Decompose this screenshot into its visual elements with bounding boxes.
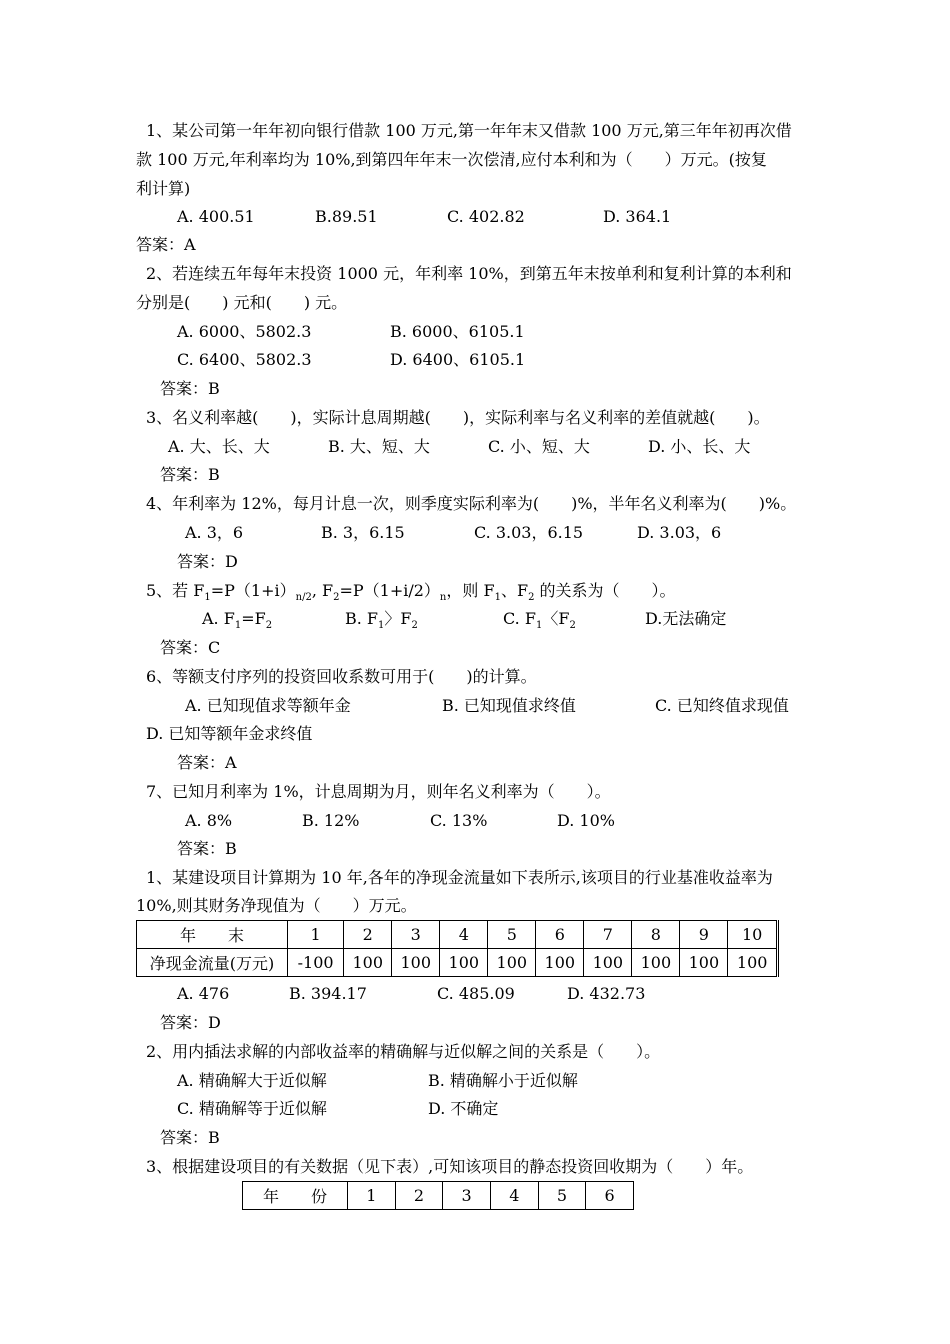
q7-option-c: C. 13% — [430, 811, 488, 830]
p2-answer: 答案：B — [160, 1128, 220, 1147]
q2-option-b: B. 6000、6105.1 — [390, 322, 525, 341]
table-cell: 100 — [536, 949, 584, 977]
q5-option-b: B. $F_1$〉$F_2$ — [345, 609, 418, 631]
q7-answer: 答案：B — [177, 839, 237, 858]
p1-stem-line1: 1、某建设项目计算期为 10 年,各年的净现金流量如下表所示,该项目的行业基准收益率为 — [146, 868, 773, 887]
payback-table — [242, 1181, 634, 1210]
q6-option-d: D. 已知等额年金求终值 — [146, 724, 313, 743]
table-cell: 1 — [348, 1182, 396, 1210]
q3-option-d: D. 小、长、大 — [648, 437, 751, 456]
q1-option-a: A. 400.51 — [177, 207, 255, 226]
q2-option-c: C. 6400、5802.3 — [177, 350, 312, 369]
p2-stem: 2、用内插法求解的内部收益率的精确解与近似解之间的关系是（ ）。 — [146, 1042, 661, 1061]
p1-stem-line2: 10%,则其财务净现值为（ ）万元。 — [136, 896, 417, 915]
table-header-cell: 年 份 — [243, 1182, 348, 1210]
q5-answer: 答案：C — [160, 638, 221, 657]
q2-answer: 答案：B — [160, 379, 220, 398]
table-cell: 9 — [680, 921, 728, 949]
table-cell: 2 — [344, 921, 392, 949]
q2-option-d: D. 6400、6105.1 — [390, 350, 526, 369]
table-cell: 6 — [536, 921, 584, 949]
q6-option-a: A. 已知现值求等额年金 — [185, 696, 351, 715]
p3-stem: 3、根据建设项目的有关数据（见下表）,可知该项目的静态投资回收期为（ ）年。 — [146, 1157, 754, 1176]
q7-stem: 7、已知月利率为 1%，计息周期为月，则年名义利率为（ ）。 — [146, 782, 611, 801]
table-header-cell: 净现金流量(万元) — [137, 949, 288, 977]
q2-stem-line2: 分别是( ) 元和( ) 元。 — [136, 293, 348, 312]
q3-option-b: B. 大、短、大 — [328, 437, 430, 456]
q1-option-b: B.89.51 — [315, 207, 378, 226]
table-cell: 100 — [488, 949, 536, 977]
q2-stem-line1: 2、若连续五年每年末投资 1000 元，年利率 10%，到第五年末按单利和复利计算的本利和 — [146, 264, 792, 283]
q4-answer: 答案：D — [177, 552, 238, 571]
p2-option-c: C. 精确解等于近似解 — [177, 1099, 327, 1118]
q7-option-a: A. 8% — [185, 811, 233, 830]
table-cell: 6 — [586, 1182, 634, 1210]
table-row — [243, 1182, 634, 1210]
p1-option-d: D. 432.73 — [567, 984, 646, 1003]
q5-option-c: C. $F_1$〈$F_2$ — [503, 609, 576, 631]
q5-option-a: A. $F_1=F_2$ — [202, 609, 273, 631]
q1-option-d: D. 364.1 — [603, 207, 672, 226]
table-cell: 100 — [392, 949, 440, 977]
p1-answer: 答案：D — [160, 1013, 221, 1032]
q3-option-c: C. 小、短、大 — [488, 437, 590, 456]
table-cell: 100 — [632, 949, 680, 977]
q5-stem: 5、若 $F_1=P(1+i)_{n/2}$, $F_2=P(1+i/2)_n$，则 $F_1$、$F_2$ 的关系为（ ）。 — [146, 581, 676, 603]
q3-option-a: A. 大、长、大 — [168, 437, 270, 456]
q1-stem-line2: 款 100 万元,年利率均为 10%,到第四年年末一次偿清,应付本利和为（ ）万元。(按复 — [136, 150, 767, 169]
table-cell: 100 — [584, 949, 632, 977]
table-cell: 3 — [392, 921, 440, 949]
table-cell: 10 — [728, 921, 778, 949]
table-cell: 100 — [680, 949, 728, 977]
q6-answer: 答案：A — [177, 753, 237, 772]
table-cell: 4 — [490, 1182, 538, 1210]
table-cell: 8 — [632, 921, 680, 949]
q2-option-a: A. 6000、5802.3 — [177, 322, 312, 341]
q7-option-b: B. 12% — [302, 811, 360, 830]
p2-option-b: B. 精确解小于近似解 — [428, 1071, 578, 1090]
table-cell: 4 — [440, 921, 488, 949]
table-cell: 100 — [728, 949, 778, 977]
q5-option-d: D.无法确定 — [645, 609, 727, 628]
table-row — [137, 949, 778, 977]
table-cell: 5 — [538, 1182, 586, 1210]
table-cell: 1 — [288, 921, 344, 949]
q6-option-b: B. 已知现值求终值 — [442, 696, 576, 715]
p1-option-c: C. 485.09 — [437, 984, 515, 1003]
q6-option-c: C. 已知终值求现值 — [655, 696, 789, 715]
p2-option-a: A. 精确解大于近似解 — [177, 1071, 327, 1090]
q1-stem-line1: 1、某公司第一年年初向银行借款 100 万元,第一年年末又借款 100 万元,第三年年初再次借 — [146, 121, 792, 140]
table-cell: 2 — [395, 1182, 443, 1210]
q1-option-c: C. 402.82 — [447, 207, 525, 226]
table-cell: 3 — [443, 1182, 491, 1210]
q4-option-a: A. 3，6 — [185, 523, 244, 542]
table-cell: 100 — [440, 949, 488, 977]
table-cell: 100 — [344, 949, 392, 977]
p1-option-a: A. 476 — [177, 984, 230, 1003]
cash-flow-table — [136, 920, 779, 977]
q3-answer: 答案：B — [160, 465, 220, 484]
p1-option-b: B. 394.17 — [289, 984, 367, 1003]
q7-option-d: D. 10% — [557, 811, 615, 830]
q6-stem: 6、等额支付序列的投资回收系数可用于( )的计算。 — [146, 667, 537, 686]
q1-stem-line3: 利计算) — [136, 179, 191, 198]
p2-option-d: D. 不确定 — [428, 1099, 499, 1118]
q4-option-d: D. 3.03，6 — [637, 523, 722, 542]
q4-stem: 4、年利率为 12%，每月计息一次，则季度实际利率为( )%，半年名义利率为( )%。 — [146, 494, 797, 513]
table-cell: -100 — [288, 949, 344, 977]
table-row — [137, 921, 778, 949]
table-cell: 5 — [488, 921, 536, 949]
q4-option-b: B. 3，6.15 — [321, 523, 405, 542]
q3-stem: 3、名义利率越( )，实际计息周期越( )，实际利率与名义利率的差值就越( )。 — [146, 408, 770, 427]
table-header-cell: 年 末 — [137, 921, 288, 949]
q4-option-c: C. 3.03，6.15 — [474, 523, 584, 542]
table-cell: 7 — [584, 921, 632, 949]
q1-answer: 答案：A — [136, 235, 196, 254]
